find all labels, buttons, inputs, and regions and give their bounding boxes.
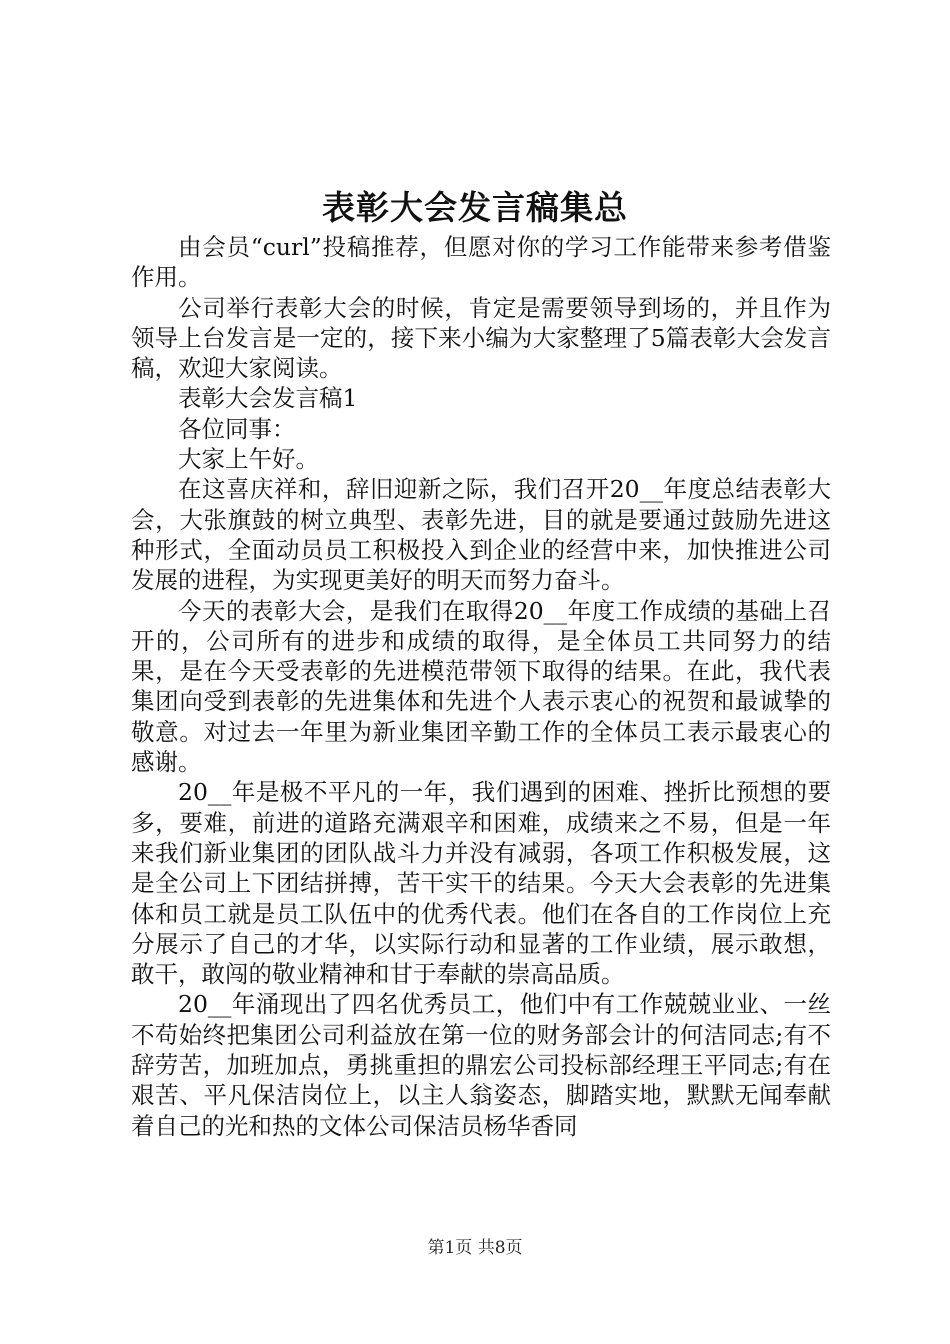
paragraph: 20__年涌现出了四名优秀员工，他们中有工作兢兢业业、一丝不苟始终把集团公司利益放在第一位的财务部会计的何洁同志;有不辞劳苦，加班加点，勇挑重担的鼎宏公司投标部经理王平同志;有在艰苦、平凡保洁岗位上，以主人翁姿态，脚踏实地，默默无闻奉献着自己的光和热的文体公司保洁员杨华香同 xyxy=(131,990,831,1140)
paragraph-lead: 公司举行表彰大会的时候，肯定是需要领导到场的，并且作为领导上台发言是一定的，接下来小编为大家整理了5篇表彰大会发言稿，欢迎大家阅读。 xyxy=(131,293,831,383)
page-footer: 第1页 共8页 xyxy=(427,1238,523,1258)
paragraph: 20__年是极不平凡的一年，我们遇到的困难、挫折比预想的要多，要难，前进的道路充满艰辛和困难，成绩来之不易，但是一年来我们新业集团的团队战斗力并没有减弱，各项工作积极发展，这是全公司上下团结拼搏，苦干实干的结果。今天大会表彰的先进集体和员工就是员工队伍中的优秀代表。他们在各自的工作岗位上充分展示了自己的才华，以实际行动和显著的工作业绩，展示敢想，敢干，敢闯的敬业精神和甘于奉献的崇高品质。 xyxy=(131,778,831,989)
salutation: 各位同事： xyxy=(178,414,296,443)
paragraph-intro: 由会员“curl”投稿推荐，但愿对你的学习工作能带来参考借鉴作用。 xyxy=(131,233,831,292)
paragraph: 今天的表彰大会，是我们在取得20__年度工作成绩的基础上召开的，公司所有的进步和成绩的取得，是全体员工共同努力的结果，是在今天受表彰的先进模范带领下取得的结果。在此，我代表集团向受到表彰的先进集体和先进个人表示衷心的祝贺和最诚挚的敬意。对过去一年里为新业集团辛勤工作的全体员工表示最衷心的感谢。 xyxy=(131,596,831,777)
section-heading: 表彰大会发言稿1 xyxy=(178,384,358,413)
document-title: 表彰大会发言稿集总 xyxy=(322,188,628,227)
paragraph: 在这喜庆祥和，辞旧迎新之际，我们召开20__年度总结表彰大会，大张旗鼓的树立典型、表彰先进，目的就是要通过鼓励先进这种形式，全面动员员工积极投入到企业的经营中来，加快推进公司发展的进程，为实现更美好的明天而努力奋斗。 xyxy=(131,475,831,595)
document-body xyxy=(131,232,831,1141)
greeting: 大家上午好。 xyxy=(178,445,319,474)
